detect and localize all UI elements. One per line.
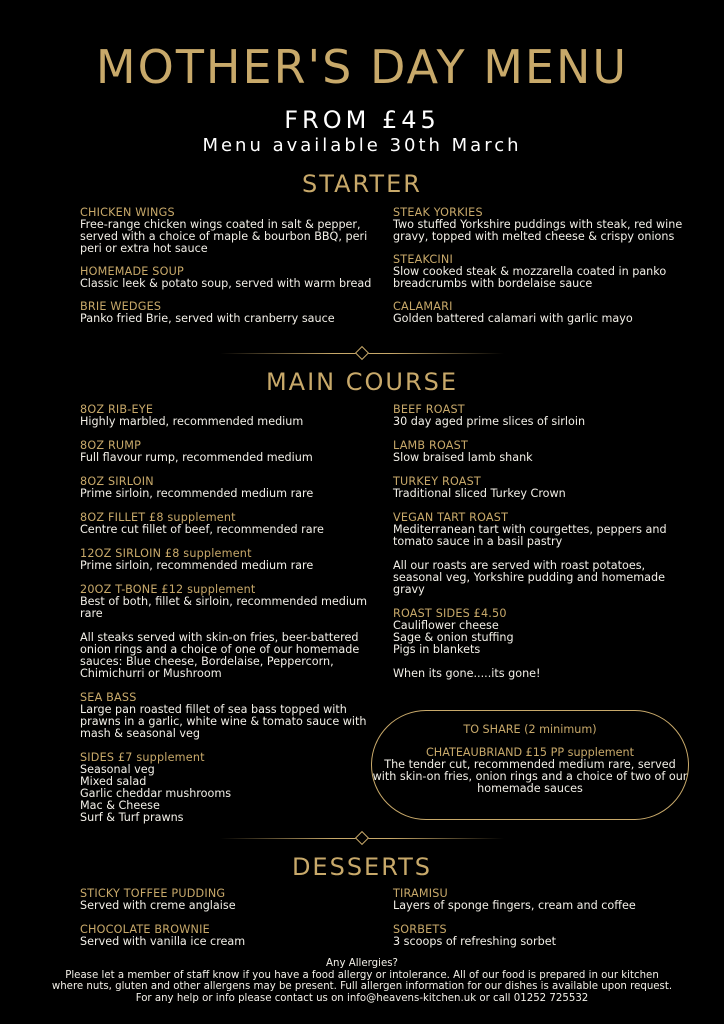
item-name: 8OZ RIB-EYE bbox=[80, 403, 154, 416]
side-item: Mixed salad bbox=[80, 775, 147, 788]
sides-list bbox=[80, 752, 380, 824]
item-desc: Slow cooked steak & mozzarella coated in panko breadcrumbs with bordelaise sauce bbox=[393, 265, 667, 290]
menu-item bbox=[393, 924, 693, 948]
roast-note: All our roasts are served with roast potatoes, seasonal veg, Yorkshire pudding and homemade gravy bbox=[393, 559, 665, 596]
menu-item bbox=[80, 692, 380, 740]
item-name: BRIE WEDGES bbox=[80, 300, 162, 313]
price-label: FROM £45 bbox=[284, 106, 440, 134]
share-item-name: CHATEAUBRIAND £15 PP supplement bbox=[425, 746, 635, 759]
to-share-box bbox=[371, 710, 689, 820]
item-desc: Highly marbled, recommended medium bbox=[80, 415, 304, 428]
starter-title: STARTER bbox=[302, 170, 422, 198]
item-desc: Best of both, fillet & sirloin, recommended medium rare bbox=[80, 595, 367, 620]
item-name: STEAKCINI bbox=[393, 253, 453, 266]
item-name: STEAK YORKIES bbox=[393, 206, 483, 219]
item-desc: Free-range chicken wings coated in salt & pepper, served with a choice of maple & bourbon BBQ, peri peri or extra hot sauce bbox=[80, 218, 368, 255]
menu-item bbox=[393, 512, 693, 548]
menu-item bbox=[393, 301, 693, 325]
item-desc: Golden battered calamari with garlic mayo bbox=[393, 312, 633, 325]
menu-item bbox=[80, 512, 380, 536]
item-desc: Served with vanilla ice cream bbox=[80, 935, 246, 948]
side-item: Garlic cheddar mushrooms bbox=[80, 787, 232, 800]
side-item: Pigs in blankets bbox=[393, 643, 481, 656]
menu-item bbox=[80, 301, 380, 325]
side-item: Sage & onion stuffing bbox=[393, 631, 514, 644]
item-desc: Panko fried Brie, served with cranberry sauce bbox=[80, 312, 335, 325]
item-name: 8OZ RUMP bbox=[80, 439, 142, 452]
desserts-right-column bbox=[393, 888, 693, 948]
item-desc: 3 scoops of refreshing sorbet bbox=[393, 935, 556, 948]
section-divider bbox=[220, 348, 504, 358]
allergy-footer bbox=[0, 958, 724, 1004]
item-desc: Prime sirloin, recommended medium rare bbox=[80, 487, 314, 500]
menu-item bbox=[393, 404, 693, 428]
footer-line: Any Allergies? bbox=[326, 958, 398, 969]
desserts-left-column bbox=[80, 888, 380, 948]
menu-item bbox=[80, 266, 380, 290]
menu-item bbox=[393, 888, 693, 912]
main-left-column bbox=[80, 404, 380, 824]
item-name: HOMEMADE SOUP bbox=[80, 265, 184, 278]
item-name: 12OZ SIRLOIN £8 supplement bbox=[80, 547, 252, 560]
menu-item bbox=[80, 476, 380, 500]
menu-item bbox=[80, 548, 380, 572]
menu-title: MOTHER'S DAY MENU bbox=[95, 40, 629, 94]
item-desc: Centre cut fillet of beef, recommended rare bbox=[80, 523, 324, 536]
item-desc: 30 day aged prime slices of sirloin bbox=[393, 415, 586, 428]
item-name: CHICKEN WINGS bbox=[80, 206, 175, 219]
item-desc: Slow braised lamb shank bbox=[393, 451, 533, 464]
item-name: 8OZ SIRLOIN bbox=[80, 475, 154, 488]
item-name: CHOCOLATE BROWNIE bbox=[80, 923, 210, 936]
menu-item bbox=[80, 440, 380, 464]
menu-item bbox=[393, 207, 693, 243]
item-name: CALAMARI bbox=[393, 300, 453, 313]
side-item: Cauliflower cheese bbox=[393, 619, 499, 632]
main-course-title: MAIN COURSE bbox=[265, 368, 459, 396]
menu-item bbox=[393, 440, 693, 464]
item-name: 20OZ T-BONE £12 supplement bbox=[80, 583, 256, 596]
item-name: STICKY TOFFEE PUDDING bbox=[80, 887, 226, 900]
item-name: TIRAMISU bbox=[393, 887, 448, 900]
item-name: SEA BASS bbox=[80, 691, 137, 704]
item-desc: Traditional sliced Turkey Crown bbox=[393, 487, 566, 500]
side-item: Surf & Turf prawns bbox=[80, 811, 184, 824]
share-item-desc: The tender cut, recommended medium rare, served with skin-on fries, onion rings and a choice of two of our homemade sauces bbox=[372, 758, 688, 795]
main-right-column bbox=[393, 404, 693, 680]
item-desc: Layers of sponge fingers, cream and coffee bbox=[393, 899, 636, 912]
menu-item bbox=[393, 476, 693, 500]
item-name: ROAST SIDES £4.50 bbox=[393, 607, 507, 620]
menu-item bbox=[80, 924, 380, 948]
footer-line: where nuts, gluten and other allergens may be present. Full allergen information for our dishes is available upon request. bbox=[51, 981, 673, 992]
menu-item bbox=[80, 888, 380, 912]
item-desc: Full flavour rump, recommended medium bbox=[80, 451, 313, 464]
menu-item bbox=[393, 254, 693, 290]
steak-note: All steaks served with skin-on fries, beer-battered onion rings and a choice of one of our homemade sauces: Blue cheese, Bordelaise, Peppercorn, Chimichurri or Mushroom bbox=[80, 631, 360, 680]
side-item: Seasonal veg bbox=[80, 763, 155, 776]
footer-line: Please let a member of staff know if you have a food allergy or intolerance. All of our food is prepared in our kitchen bbox=[65, 969, 659, 981]
item-desc: Large pan roasted fillet of sea bass topped with prawns in a garlic, white wine & tomato sauce with mash & seasonal veg bbox=[80, 703, 367, 740]
item-desc: Two stuffed Yorkshire puddings with steak, red wine gravy, topped with melted cheese & crispy onions bbox=[393, 218, 683, 243]
footer-contact: For any help or info please contact us on info@heavens-kitchen.uk or call 01252 725532 bbox=[135, 992, 589, 1004]
availability-label: Menu available 30th March bbox=[202, 135, 522, 156]
item-desc: Served with creme anglaise bbox=[80, 899, 236, 912]
item-name: TURKEY ROAST bbox=[393, 475, 481, 488]
desserts-title: DESSERTS bbox=[291, 853, 433, 881]
section-divider bbox=[220, 833, 504, 843]
item-desc: Classic leek & potato soup, served with warm bread bbox=[80, 277, 372, 290]
share-title: TO SHARE (2 minimum) bbox=[463, 723, 597, 736]
diamond-ornament-icon bbox=[355, 346, 369, 360]
menu-item bbox=[80, 584, 380, 620]
menu-item bbox=[80, 404, 380, 428]
item-desc: Prime sirloin, recommended medium rare bbox=[80, 559, 314, 572]
item-name: LAMB ROAST bbox=[393, 439, 468, 452]
starter-left-column bbox=[80, 207, 380, 325]
item-name: SIDES £7 supplement bbox=[80, 751, 205, 764]
item-desc: Mediterranean tart with courgettes, peppers and tomato sauce in a basil pastry bbox=[393, 523, 667, 548]
item-name: BEEF ROAST bbox=[393, 403, 465, 416]
starter-right-column bbox=[393, 207, 693, 325]
roast-sides-list bbox=[393, 608, 693, 656]
side-item: Mac & Cheese bbox=[80, 799, 160, 812]
diamond-ornament-icon bbox=[355, 831, 369, 845]
item-name: SORBETS bbox=[393, 923, 447, 936]
item-name: 8OZ FILLET £8 supplement bbox=[80, 511, 236, 524]
menu-item bbox=[80, 207, 380, 255]
gone-note: When its gone.....its gone! bbox=[393, 667, 541, 680]
item-name: VEGAN TART ROAST bbox=[393, 511, 509, 524]
